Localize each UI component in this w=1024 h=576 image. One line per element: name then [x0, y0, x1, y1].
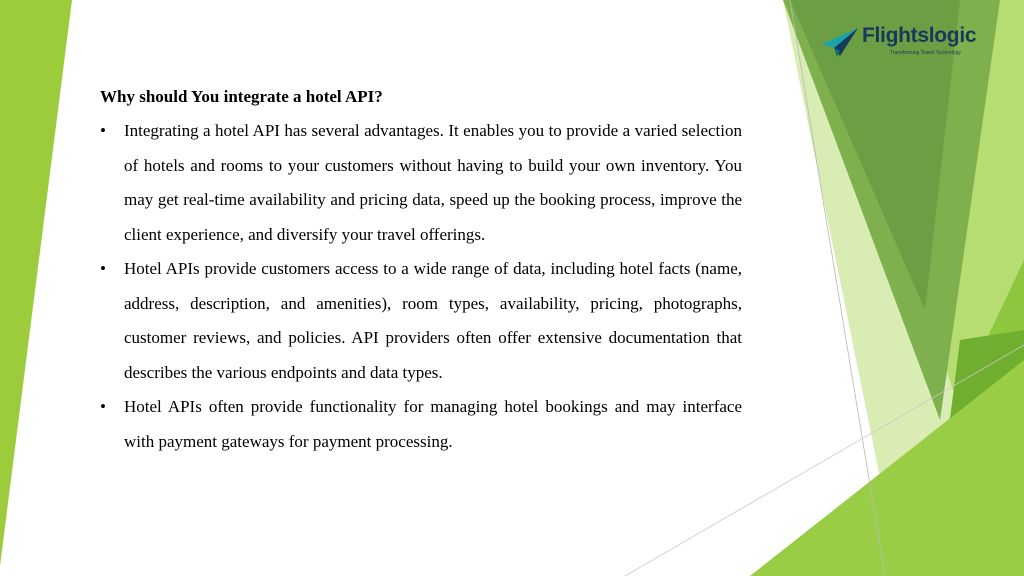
list-item [100, 390, 742, 459]
list-item [100, 252, 742, 390]
slide-content [100, 80, 742, 459]
list-item-text: Integrating a hotel API has several advantages. It enables you to provide a varied selection of hotels and rooms to your customers without having to build your own inventory. You may get real-time availability and pricing data, speed up the booking process, improve the client experience, and diversify your travel offerings. [124, 121, 742, 244]
list-item-text: Hotel APIs often provide functionality for managing hotel bookings and may interface with payment gateways for payment processing. [124, 397, 742, 451]
logo-tagline: Transforming Travel Technology [890, 50, 961, 56]
slide-heading: Why should You integrate a hotel API? [100, 87, 383, 106]
bullet-list [100, 114, 742, 459]
logo-wordmark: Flightslogic [862, 24, 977, 47]
list-item-text: Hotel APIs provide customers access to a wide range of data, including hotel facts (name, address, description, and amenities), room types, availability, pricing, photographs, customer reviews, and policies. API providers often offer extensive documentation that describes the various endpoints and data types. [124, 259, 742, 382]
bullet-marker: • [100, 397, 106, 416]
bullet-marker: • [100, 121, 106, 140]
bullet-marker: • [100, 259, 106, 278]
flightslogic-logo[interactable] [820, 22, 980, 62]
list-item [100, 114, 742, 252]
paper-plane-icon [820, 24, 860, 58]
